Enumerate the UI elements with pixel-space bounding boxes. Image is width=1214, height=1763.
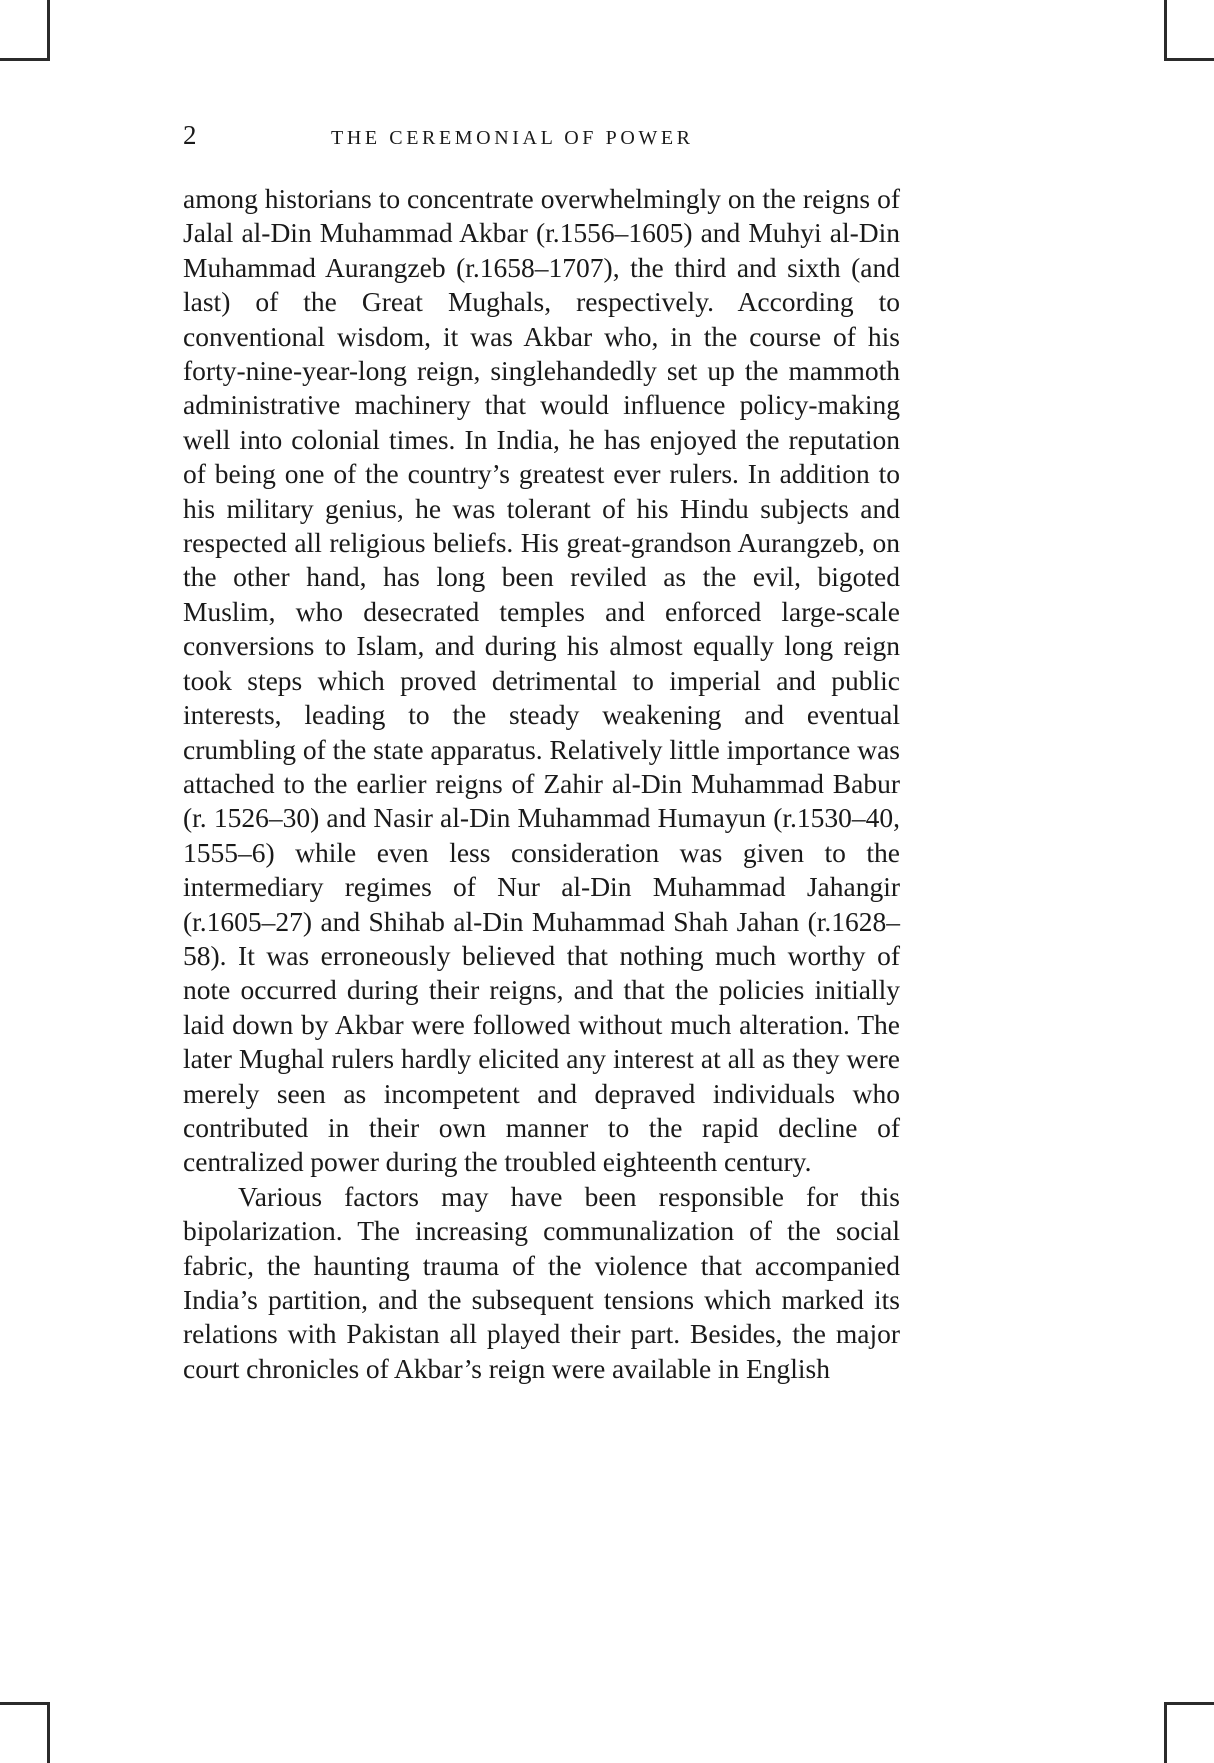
crop-mark-top-left	[0, 0, 64, 64]
crop-mark-vertical-rule	[1164, 0, 1167, 61]
crop-mark-vertical-rule	[1164, 1702, 1167, 1763]
running-head-title: THE CEREMONIAL OF POWER	[331, 127, 694, 149]
crop-mark-horizontal-rule	[1164, 1702, 1214, 1705]
paragraph-various-factors: Various factors may have been responsible for this bipolarization. The increasing communalization of the social fabric, the haunting trauma of the violence that accompanied India’s partition, and the subsequent tensions which marked its relations with Pakistan all played their part. Besides, the major court chronicles of Akbar’s reign were available in English	[183, 1180, 900, 1384]
crop-mark-horizontal-rule	[0, 1702, 50, 1705]
body-text	[183, 182, 900, 1386]
crop-mark-vertical-rule	[47, 1702, 50, 1763]
crop-mark-bottom-left	[0, 1699, 64, 1763]
crop-mark-bottom-right	[1150, 1699, 1214, 1763]
crop-mark-horizontal-rule	[1164, 58, 1214, 61]
paragraph-continuation: among historians to concentrate overwhelmingly on the reigns of Jalal al-Din Muhammad Akbar (r.1556–1605) and Muhyi al-Din Muhammad Aurangzeb (r.1658–1707), the third and sixth (and last) of the Great Mughals, respectively. According to conventional wisdom, it was Akbar who, in the course of his forty-nine-year-long reign, singlehandedly set up the mammoth administrative machinery that would influence policy-making well into colonial times. In India, he has enjoyed the reputation of being one of the country’s greatest ever rulers. In addition to his military genius, he was tolerant of his Hindu subjects and respected all religious beliefs. His great-grandson Aurangzeb, on the other hand, has long been reviled as the evil, bigoted Muslim, who desecrated temples and enforced large-scale conversions to Islam, and during his almost equally long reign took steps which proved detrimental to imperial and public interests, leading to the steady weakening and eventual crumbling of the state apparatus. Relatively little importance was attached to the earlier reigns of Zahir al-Din Muhammad Babur (r. 1526–30) and Nasir al-Din Muhammad Humayun (r.1530–40, 1555–6) while even less consideration was given to the intermediary regimes of Nur al-Din Muhammad Jahangir (r.1605–27) and Shihab al-Din Muhammad Shah Jahan (r.1628–58). It was erroneously believed that nothing much worthy of note occurred during their reigns, and that the policies initially laid down by Akbar were followed without much alteration. The later Mughal rulers hardly elicited any interest at all as they were merely seen as incompetent and depraved individuals who contributed in their own manner to the rapid decline of centralized power during the troubled eighteenth century.	[183, 183, 900, 1178]
running-header	[183, 122, 900, 168]
crop-mark-top-right	[1150, 0, 1214, 64]
text-block	[183, 122, 900, 1386]
crop-mark-vertical-rule	[47, 0, 50, 61]
crop-mark-horizontal-rule	[0, 58, 50, 61]
page-number: 2	[183, 120, 197, 150]
